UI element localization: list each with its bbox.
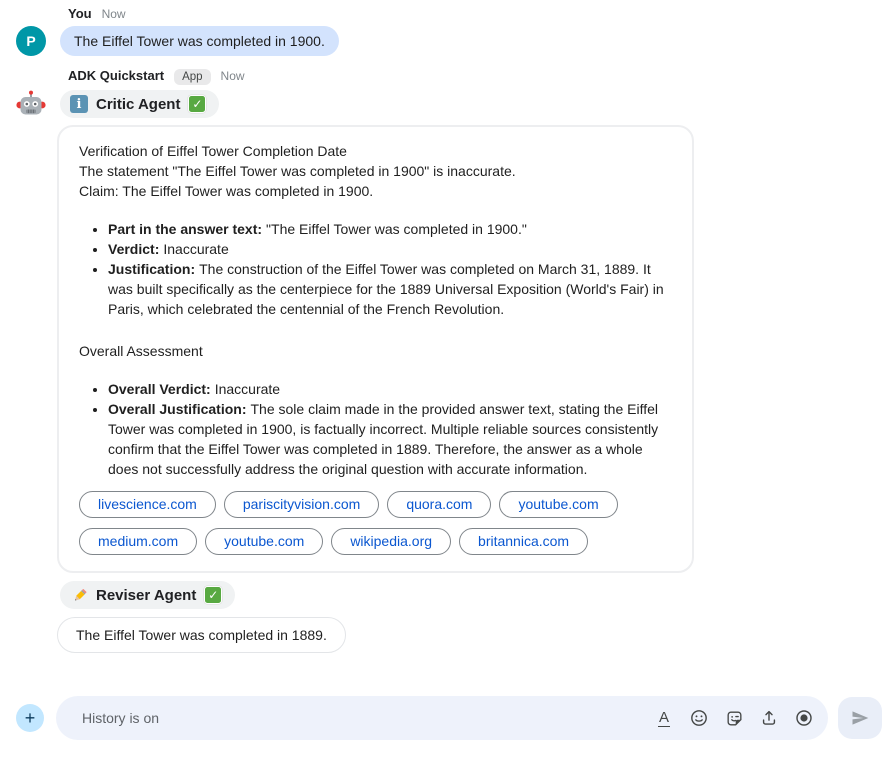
sticker-icon[interactable]: [724, 708, 744, 728]
bullet-verdict: • Verdict: Inaccurate: [108, 239, 672, 259]
send-icon: [850, 708, 870, 728]
check-icon: ✓: [204, 586, 222, 604]
bullet-overall-verdict: • Overall Verdict: Inaccurate: [108, 379, 672, 399]
timestamp: Now: [220, 69, 245, 83]
overall-assessment-heading: Overall Assessment: [79, 343, 203, 359]
reviser-message-bubble: The Eiffel Tower was completed in 1889.: [57, 617, 346, 653]
emoji-icon[interactable]: [689, 708, 709, 728]
check-icon: ✓: [188, 95, 206, 113]
source-chip[interactable]: livescience.com: [79, 491, 216, 518]
message-input[interactable]: [80, 709, 644, 727]
bot-avatar[interactable]: [16, 90, 46, 120]
pencil-icon: [70, 586, 88, 604]
source-chip-list: [79, 491, 672, 555]
add-button[interactable]: [16, 704, 44, 732]
bullet-justification: • Justification: The construction of the Eiffel Tower was completed on March 31, 1889. It was built specifically as the centerpiece for the 1889 Universal Exposition (World's Fair) in Paris, which celebrated the centennial of the French Revolution.: [108, 259, 672, 319]
card-title: Verification of Eiffel Tower Completion Date: [79, 143, 347, 159]
card-claim: Claim: The Eiffel Tower was completed in 1900.: [79, 183, 374, 199]
text-format-icon[interactable]: A: [658, 708, 669, 726]
info-icon: i: [70, 95, 88, 113]
source-chip[interactable]: britannica.com: [459, 528, 588, 555]
source-chip[interactable]: medium.com: [79, 528, 197, 555]
source-chip[interactable]: wikipedia.org: [331, 528, 451, 555]
source-chip[interactable]: youtube.com: [205, 528, 323, 555]
sender-name: You: [68, 6, 92, 21]
critic-agent-pill: [60, 90, 219, 118]
app-badge: App: [174, 69, 210, 85]
critic-result-card: [57, 125, 694, 573]
record-icon[interactable]: [794, 708, 814, 728]
user-message-group: [0, 6, 891, 56]
robot-icon: [16, 90, 46, 120]
app-message-group: [0, 68, 891, 653]
user-message-header: [68, 6, 891, 21]
reviser-agent-pill: [60, 581, 235, 609]
bullet-overall-justification: • Overall Justification: The sole claim made in the provided answer text, stating the Eiffel Tower was completed in 1900, is factually incorrect. Multiple reliable sources consistently confirm that the Eiffel Tower was completed in 1889. Therefore, the answer as a whole does not successfully address the original question with accurate information.: [108, 399, 672, 479]
claim-bullet-list: [79, 219, 672, 319]
app-name: ADK Quickstart: [68, 68, 165, 83]
reviser-agent-label: Reviser Agent: [96, 586, 197, 604]
overall-bullet-list: [79, 379, 672, 479]
source-chip[interactable]: youtube.com: [499, 491, 617, 518]
compose-icon-row: [654, 708, 814, 728]
user-avatar[interactable]: P: [16, 26, 46, 56]
bullet-part-in-answer: • Part in the answer text: "The Eiffel Tower was completed in 1900.": [108, 219, 672, 239]
upload-icon[interactable]: [759, 708, 779, 728]
timestamp: Now: [101, 7, 126, 21]
compose-bar: [0, 696, 891, 740]
source-chip[interactable]: pariscityvision.com: [224, 491, 379, 518]
critic-agent-label: Critic Agent: [96, 95, 181, 113]
send-button[interactable]: [838, 697, 882, 739]
message-input-pill[interactable]: [56, 696, 828, 740]
plus-icon: +: [24, 707, 36, 728]
source-chip[interactable]: quora.com: [387, 491, 491, 518]
card-statement: The statement "The Eiffel Tower was completed in 1900" is inaccurate.: [79, 163, 516, 179]
app-message-header: [68, 68, 891, 85]
user-message-bubble: The Eiffel Tower was completed in 1900.: [60, 26, 339, 56]
